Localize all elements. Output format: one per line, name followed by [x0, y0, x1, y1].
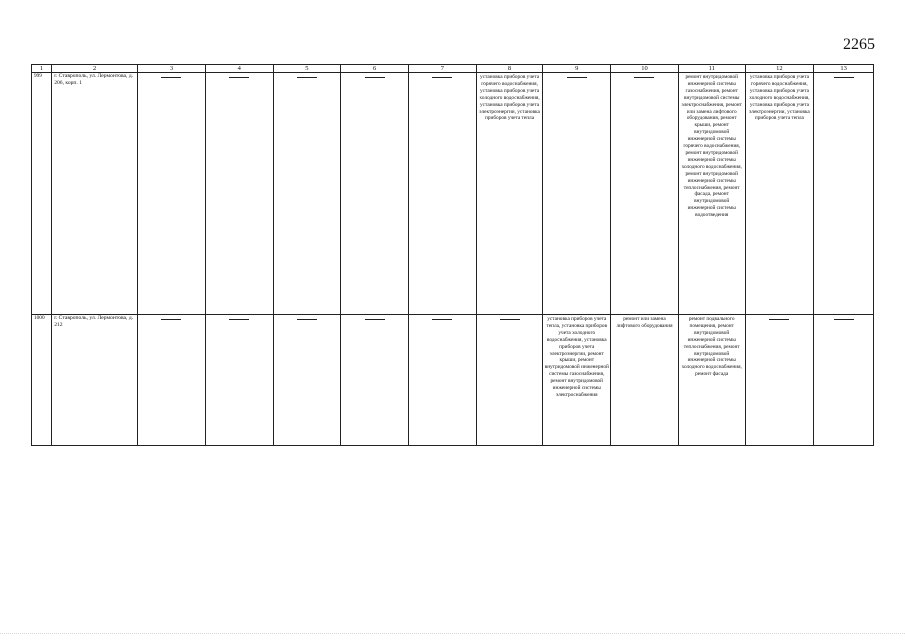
- dash-mark: [161, 319, 181, 320]
- dash-mark: [834, 77, 854, 78]
- scan-artifact-line: [0, 633, 905, 636]
- empty-cell: [408, 315, 476, 446]
- column-number: 8: [476, 65, 543, 73]
- column-number: 9: [543, 65, 611, 73]
- page-number: 2265: [843, 36, 875, 53]
- empty-cell: [408, 73, 476, 315]
- dash-mark: [834, 319, 854, 320]
- works-cell: ремонт подвального помещения, ремонт внутридомовой инженерной системы теплоснабжения, ремонт внутридомовой инженерной системы холодного водоснабжения, ремонт фасада: [678, 315, 745, 446]
- dash-mark: [769, 319, 789, 320]
- works-cell: установка приборов учета горячего водоснабжения, установка приборов учета холодного водоснабжения, установка приборов учета электроэнергии, установка приборов учета тепла: [745, 73, 814, 315]
- row-number: 999: [32, 73, 52, 315]
- works-cell: ремонт или замена лифтового оборудования: [611, 315, 679, 446]
- empty-cell: [138, 315, 206, 446]
- table-row: [32, 315, 874, 446]
- empty-cell: [341, 73, 409, 315]
- column-number: 7: [408, 65, 476, 73]
- dash-mark: [634, 77, 654, 78]
- dash-mark: [297, 319, 317, 320]
- column-number-row: [32, 65, 874, 73]
- works-cell: установка приборов учета горячего водоснабжения, установка приборов учета холодного водоснабжения, установка приборов учета электроэнергии, установка приборов учета тепла: [476, 73, 543, 315]
- dash-mark: [297, 77, 317, 78]
- dash-mark: [161, 77, 181, 78]
- empty-cell: [205, 315, 273, 446]
- empty-cell: [476, 315, 543, 446]
- dash-mark: [567, 77, 587, 78]
- column-number: 11: [678, 65, 745, 73]
- dash-mark: [432, 77, 452, 78]
- empty-cell: [341, 315, 409, 446]
- dash-mark: [365, 77, 385, 78]
- dash-mark: [229, 319, 249, 320]
- column-number: 3: [138, 65, 206, 73]
- address-cell: г. Ставрополь, ул. Лермонтова, д. 212: [52, 315, 138, 446]
- column-number: 12: [745, 65, 814, 73]
- empty-cell: [745, 315, 814, 446]
- column-number: 2: [52, 65, 138, 73]
- column-number: 4: [205, 65, 273, 73]
- works-table: [31, 64, 874, 446]
- column-number: 10: [611, 65, 679, 73]
- row-number: 1000: [32, 315, 52, 446]
- dash-mark: [365, 319, 385, 320]
- empty-cell: [611, 73, 679, 315]
- dash-mark: [432, 319, 452, 320]
- table-row: [32, 73, 874, 315]
- empty-cell: [273, 315, 341, 446]
- empty-cell: [814, 315, 874, 446]
- column-number: 5: [273, 65, 341, 73]
- empty-cell: [814, 73, 874, 315]
- address-cell: г. Ставрополь, ул. Лермонтова, д. 206, корп. 1: [52, 73, 138, 315]
- dash-mark: [500, 319, 520, 320]
- column-number: 13: [814, 65, 874, 73]
- dash-mark: [229, 77, 249, 78]
- works-cell: установка приборов учета тепла, установка приборов учета холодного водоснабжения, установка приборов учета электроэнергии, ремонт крыши, ремонт внутридомовой инженерной системы газоснабжения, ремонт внутридомовой инженерной системы электроснабжения: [543, 315, 611, 446]
- empty-cell: [273, 73, 341, 315]
- column-number: 1: [32, 65, 52, 73]
- column-number: 6: [341, 65, 409, 73]
- empty-cell: [543, 73, 611, 315]
- empty-cell: [205, 73, 273, 315]
- empty-cell: [138, 73, 206, 315]
- works-cell: ремонт внутридомовой инженерной системы газоснабжения, ремонт внутридомовой системы электроснабжения, ремонт или замена лифтового оборудования, ремонт крыши, ремонт внутридомовой инженерной системы горячего водоснабжения, ремонт внутридомовой инженерной системы холодного водоснабжения, ремонт внутридомовой инженерной системы теплоснабжения, ремонт фасада, ремонт внутридомовой инженерной системы водоотведения: [678, 73, 745, 315]
